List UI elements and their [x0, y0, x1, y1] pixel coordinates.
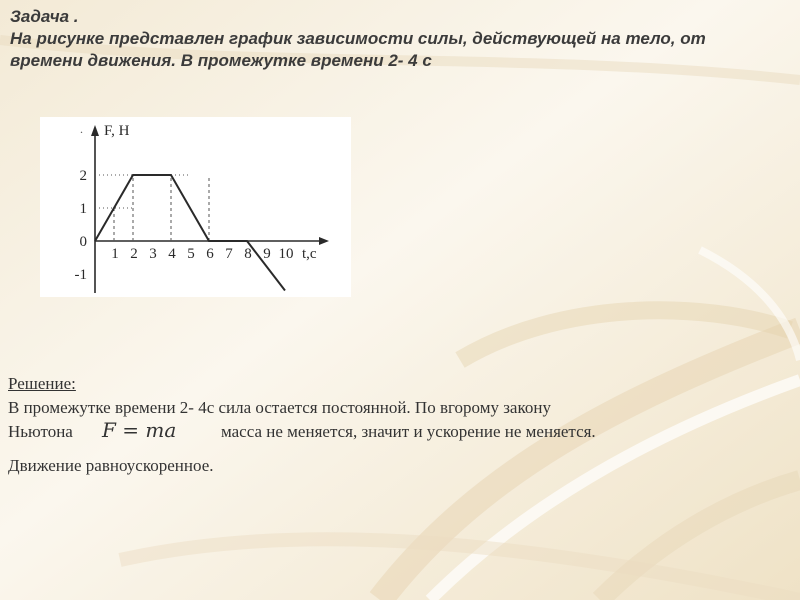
solution-newton: Ньютона — [8, 422, 73, 441]
y-tick-label-1: 1 — [79, 201, 87, 217]
x-tick-label-8: 8 — [244, 246, 252, 262]
x-tick-label-3: 3 — [149, 246, 157, 262]
x-tick-label-10: 10 — [278, 246, 294, 262]
x-tick-label-2: 2 — [130, 246, 138, 262]
x-tick-label-6: 6 — [206, 246, 214, 262]
newton-formula: F = ma — [102, 418, 177, 442]
y-axis-label: F, H — [104, 123, 130, 139]
task-title: Задача . — [10, 7, 79, 26]
solution-block — [8, 372, 768, 478]
y-axis-arrow — [91, 125, 99, 136]
solution-conclusion: масса не меняется, значит и ускорение не меняется. — [221, 422, 596, 441]
y-tick-label--1: -1 — [74, 267, 87, 283]
force-time-graph — [40, 117, 351, 297]
task-text-line-2: времени движения. В промежутке времени 2- 4 с — [10, 51, 432, 70]
y-tick-label-2: 2 — [79, 168, 87, 184]
x-axis-label: t,c — [302, 246, 317, 262]
task-text-line-1: На рисунке представлен график зависимости силы, действующей на тело, от — [10, 29, 706, 48]
formula-row — [8, 420, 768, 446]
x-tick-label-4: 4 — [168, 246, 176, 262]
solution-title: Решение: — [8, 374, 76, 393]
x-tick-label-1: 1 — [111, 246, 119, 262]
x-tick-label-5: 5 — [187, 246, 195, 262]
x-axis-arrow — [319, 237, 329, 245]
scan-dot: . — [80, 122, 83, 136]
origin-label: 0 — [79, 234, 87, 250]
chart-svg — [40, 117, 351, 297]
solution-motion: Движение равноускоренное. — [8, 456, 214, 475]
force-series-line — [95, 175, 285, 291]
x-tick-label-7: 7 — [225, 246, 233, 262]
task-heading — [10, 6, 790, 72]
solution-line-1: В промежутке времени 2- 4с сила остается постоянной. По вгорому закону — [8, 398, 551, 417]
x-tick-label-9: 9 — [263, 246, 271, 262]
